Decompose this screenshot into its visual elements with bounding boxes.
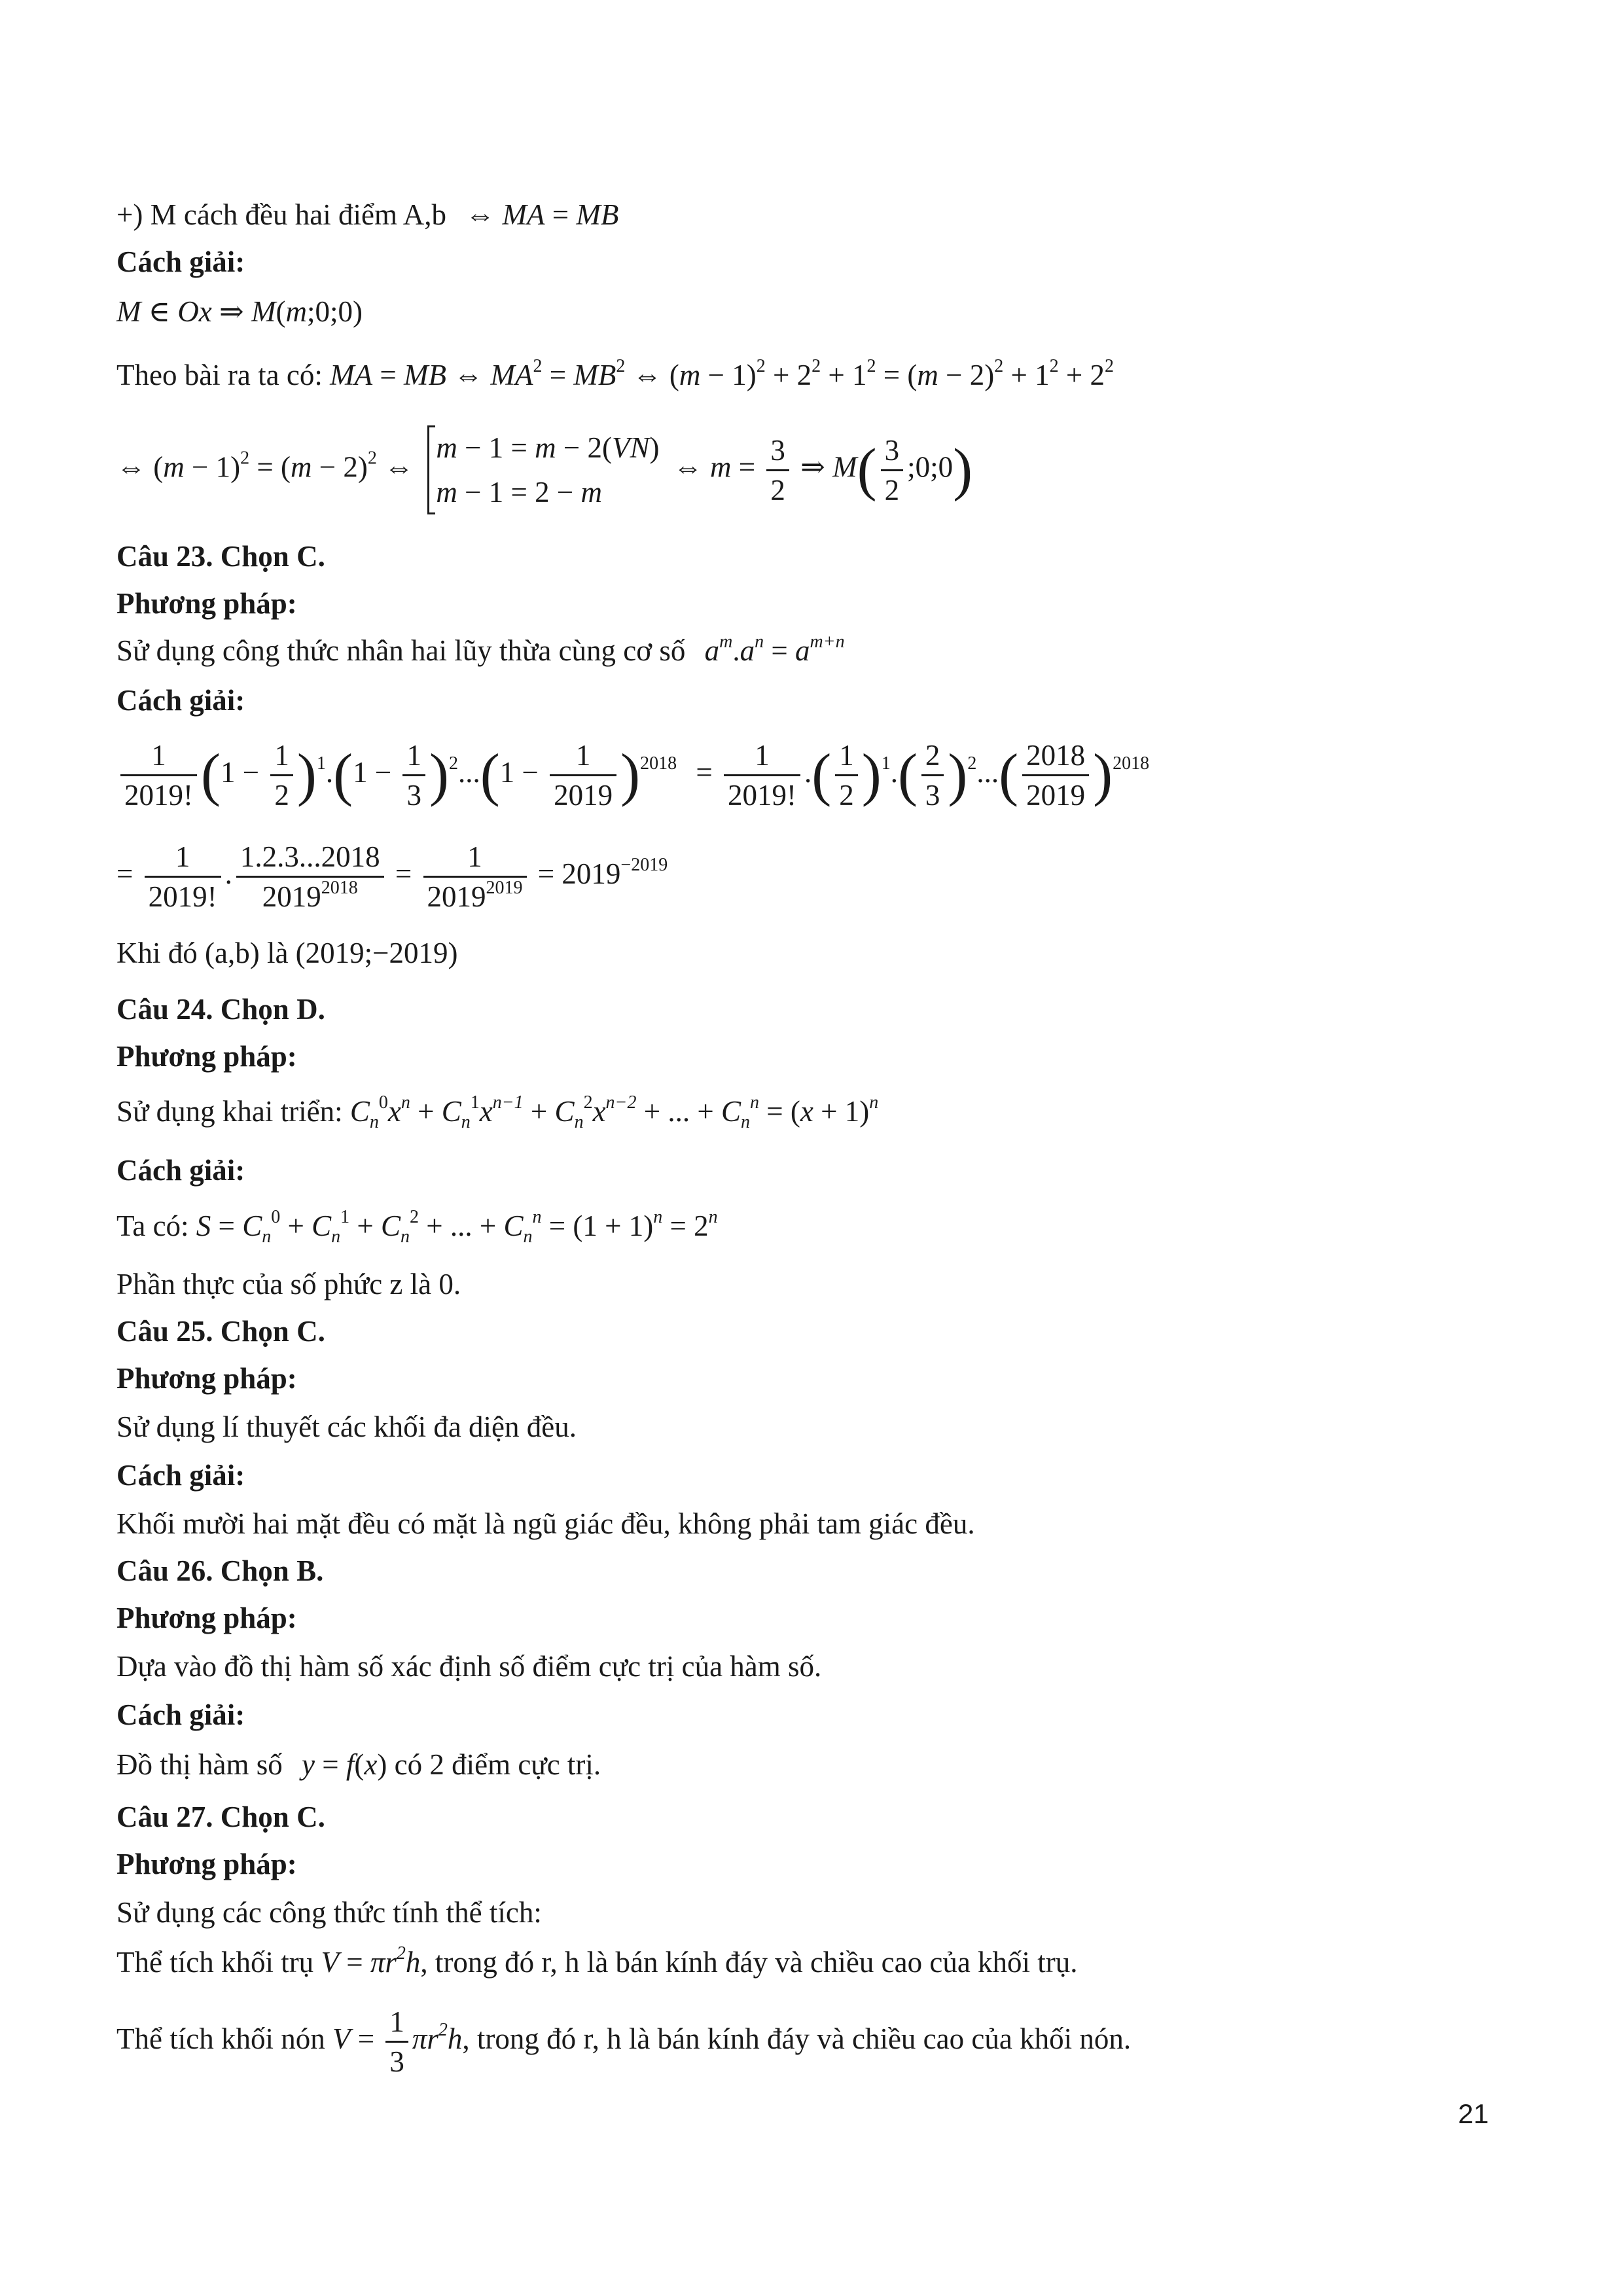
- question-27-method-heading: Phương pháp:: [116, 1848, 297, 1880]
- equation-line-1: Theo bài ra ta có: MA = MB ⇔ $MA^2 = MB^2$ ⇔ $(m - 1)^2 + 2^2 + 1^2 = (m - 2)^2 + 1^2 + 2^2$: [116, 356, 1115, 391]
- question-24-method-heading: Phương pháp:: [116, 1040, 297, 1073]
- equation-line-2: ⇔ $(m - 1)^2 = (m - 2)^2$ ⇔ m − 1 = m − 2(VN) m − 1 = 2 − m ⇔ m = $\frac{3}{2}$ ⇒ M( $\frac{3}{2}$ ;0;0): [116, 425, 972, 514]
- question-23-header: Câu 23. Chọn C.: [116, 540, 325, 573]
- question-23-method: Sử dụng công thức nhân hai lũy thừa cùng cơ số $a^m.a^n = a^{m+n}$: [116, 632, 845, 667]
- question-26-result: Đồ thị hàm số y = f(x) có 2 điểm cực trị.: [116, 1748, 601, 1781]
- theo-bai-ra-text: Theo bài ra ta có:: [116, 359, 323, 391]
- question-24-result: Phần thực của số phức z là 0.: [116, 1268, 461, 1300]
- question-23-method-heading: Phương pháp:: [116, 587, 297, 620]
- question-23-product-line: $\frac{1}{2019!}$ (1 − $\frac{1}{2}$ )$^1$.(1 − $\frac{1}{3}$ )$^2$...(1 − $\frac{1}{2019}$ )$^{2018}$ = $\frac{1}{2019!}$ .( $\frac{1}{2}$ )$^1$.( $\frac{2}{3}$ )$^2$...( $\frac{2018}{2019}$ )$^{2018}$: [116, 736, 1149, 814]
- question-27-cone-formula: Thể tích khối nón V = $\frac{1}{3}$ $\pi r^2h$, trong đó r, h là bán kính đáy và chiều cao của khối nón.: [116, 2003, 1131, 2081]
- formula-m-in-ox: M ∈ Ox ⇒ M(m;0;0): [116, 295, 363, 328]
- question-25-header: Câu 25. Chọn C.: [116, 1315, 325, 1348]
- condition-text: +) M cách đều hai điểm A,b: [116, 198, 446, 231]
- page-number: 21: [1458, 2098, 1489, 2129]
- question-26-solution-heading: Cách giải:: [116, 1698, 245, 1731]
- question-24-header: Câu 24. Chọn D.: [116, 993, 325, 1026]
- question-26-method: Dựa vào đồ thị hàm số xác định số điểm cực trị của hàm số.: [116, 1650, 822, 1683]
- question-25-solution-heading: Cách giải:: [116, 1459, 245, 1492]
- question-27-cylinder-formula: Thể tích khối trụ $V = \pi r^2h$, trong đó r, h là bán kính đáy và chiều cao của khối trụ.: [116, 1943, 1078, 1979]
- question-27-header: Câu 27. Chọn C.: [116, 1801, 325, 1833]
- question-24-method: Sử dụng khai triển: $C_n^0x^n + C_n^1x^{n-1} + C_n^2x^{n-2}$ + ... + $C_n^n = (x + 1)^n$: [116, 1092, 879, 1132]
- question-25-method: Sử dụng lí thuyết các khối đa diện đều.: [116, 1410, 577, 1443]
- question-26-method-heading: Phương pháp:: [116, 1602, 297, 1634]
- question-24-solution-heading: Cách giải:: [116, 1154, 245, 1187]
- question-26-header: Câu 26. Chọn B.: [116, 1554, 324, 1587]
- question-23-simplify-line: = $\frac{1}{2019!}$ . $\frac{1.2.3...2018}{2019^{2018}}$ = $\frac{1}{2019^{2019}}$ = $2019^{-2019}$: [116, 838, 668, 916]
- question-25-result: Khối mười hai mặt đều có mặt là ngũ giác đều, không phải tam giác đều.: [116, 1507, 975, 1540]
- question-25-method-heading: Phương pháp:: [116, 1362, 297, 1395]
- question-24-solution: Ta có: $S = C_n^0 + C_n^1 + C_n^2$ + ... + $C_n^n = (1 + 1)^n = 2^n$: [116, 1207, 718, 1247]
- question-23-result: Khi đó (a,b) là (2019;−2019): [116, 937, 458, 969]
- vn-label: VN: [612, 431, 650, 464]
- question-23-solution-heading: Cách giải:: [116, 684, 245, 717]
- condition-line: +) M cách đều hai điểm A,b ⇔ MA = MB: [116, 198, 619, 231]
- heading-cach-giai: Cách giải:: [116, 245, 245, 278]
- question-27-method: Sử dụng các công thức tính thể tích:: [116, 1896, 542, 1929]
- equation-system: m − 1 = m − 2(VN) m − 1 = 2 − m: [427, 425, 659, 514]
